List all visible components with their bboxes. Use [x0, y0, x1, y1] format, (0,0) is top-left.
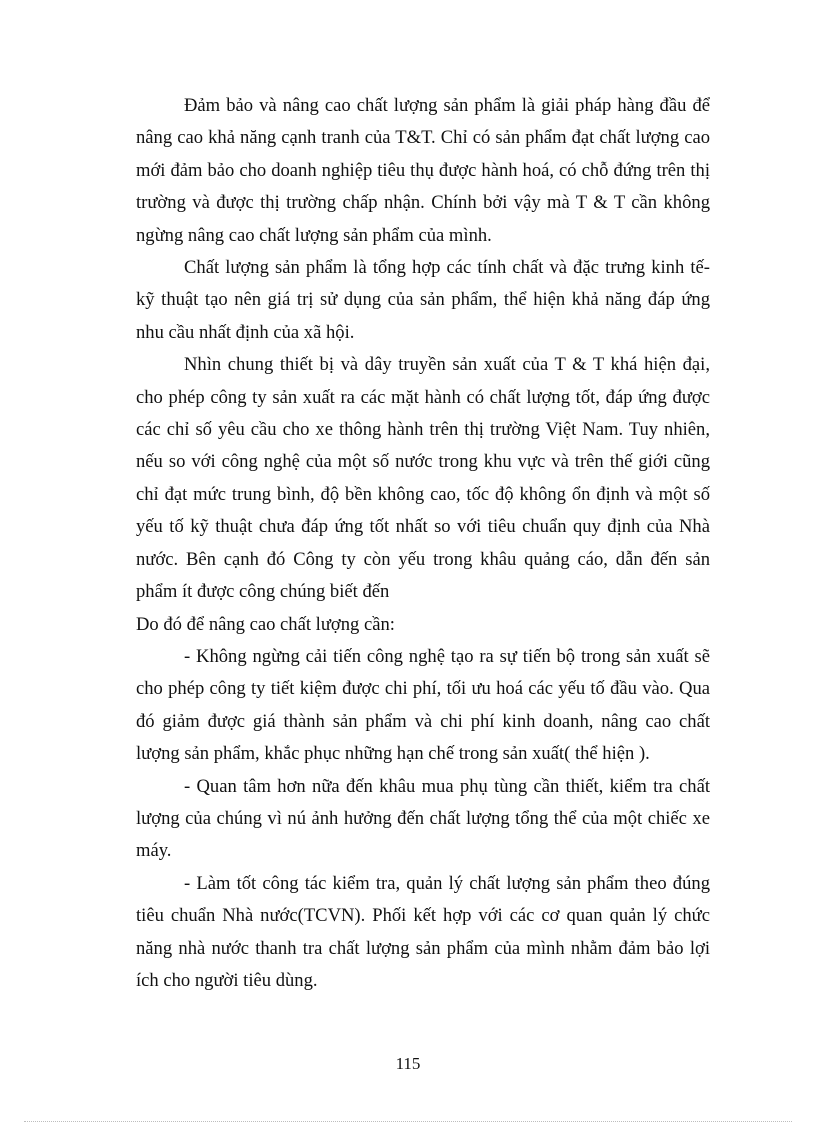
page-bottom-divider	[24, 1121, 792, 1122]
page-number: 115	[395, 1054, 421, 1073]
paragraph-requirements-intro: Do đó để nâng cao chất lượng cần:	[136, 613, 395, 635]
paragraph-quality-definition: Chất lượng sản phẩm là tổng hợp các tính chất và đặc trưng kinh tế- kỹ thuật tạo nên giá trị sử dụng của sản phẩm, thể hiện khả năng đáp ứng nhu cầu nhất định của xã hội.	[136, 257, 710, 343]
paragraph-equipment-assessment: Nhìn chung thiết bị và dây truyền sản xuất của T & T khá hiện đại, cho phép công ty sản xuất ra các mặt hành có chất lượng tốt, đáp ứng được các chỉ số yêu cầu cho xe thông hành trên thị trường Việt Nam. Tuy nhiên, nếu so với công nghệ của một số nước trong khu vực và trên thế giới cũng chỉ đạt mức trung bình, độ bền không cao, tốc độ không ổn định và một số yếu tố kỹ thuật chưa đáp ứng tốt nhất so với tiêu chuẩn quy định của Nhà nước. Bên cạnh đó Công ty còn yếu trong khâu quảng cáo, dẫn đến sản phẩm ít được công chúng biết đến	[136, 354, 710, 603]
paragraph-quality-importance: Đảm bảo và nâng cao chất lượng sản phẩm là giải pháp hàng đầu để nâng cao khả năng cạnh tranh của T&T. Chỉ có sản phẩm đạt chất lượng cao mới đảm bảo cho doanh nghiệp tiêu thụ được hành hoá, có chỗ đứng trên thị trường và được thị trường chấp nhận. Chính bởi vậy mà T & T cần không ngừng nâng cao chất lượng sản phẩm của mình.	[136, 95, 710, 246]
list-item-spare-parts: - Quan tâm hơn nữa đến khâu mua phụ tùng cần thiết, kiểm tra chất lượng của chúng vì nú ảnh hưởng đến chất lượng tổng thể của một chiếc xe máy.	[136, 775, 710, 862]
body-text	[136, 90, 710, 997]
list-item-quality-control: - Làm tốt công tác kiểm tra, quản lý chất lượng sản phẩm theo đúng tiêu chuẩn Nhà nước(TCVN). Phối kết hợp với các cơ quan quản lý chức năng nhà nước thanh tra chất lượng sản phẩm của mình nhằm đảm bảo lợi ích cho người tiêu dùng.	[136, 872, 710, 991]
list-item-technology: - Không ngừng cải tiến công nghệ tạo ra sự tiến bộ trong sản xuất sẽ cho phép công ty tiết kiệm được chi phí, tối ưu hoá các yếu tố đầu vào. Qua đó giảm được giá thành sản phẩm và chi phí kinh doanh, nâng cao chất lượng sản phẩm, khắc phục những hạn chế trong sản xuất( thể hiện ).	[136, 645, 710, 765]
